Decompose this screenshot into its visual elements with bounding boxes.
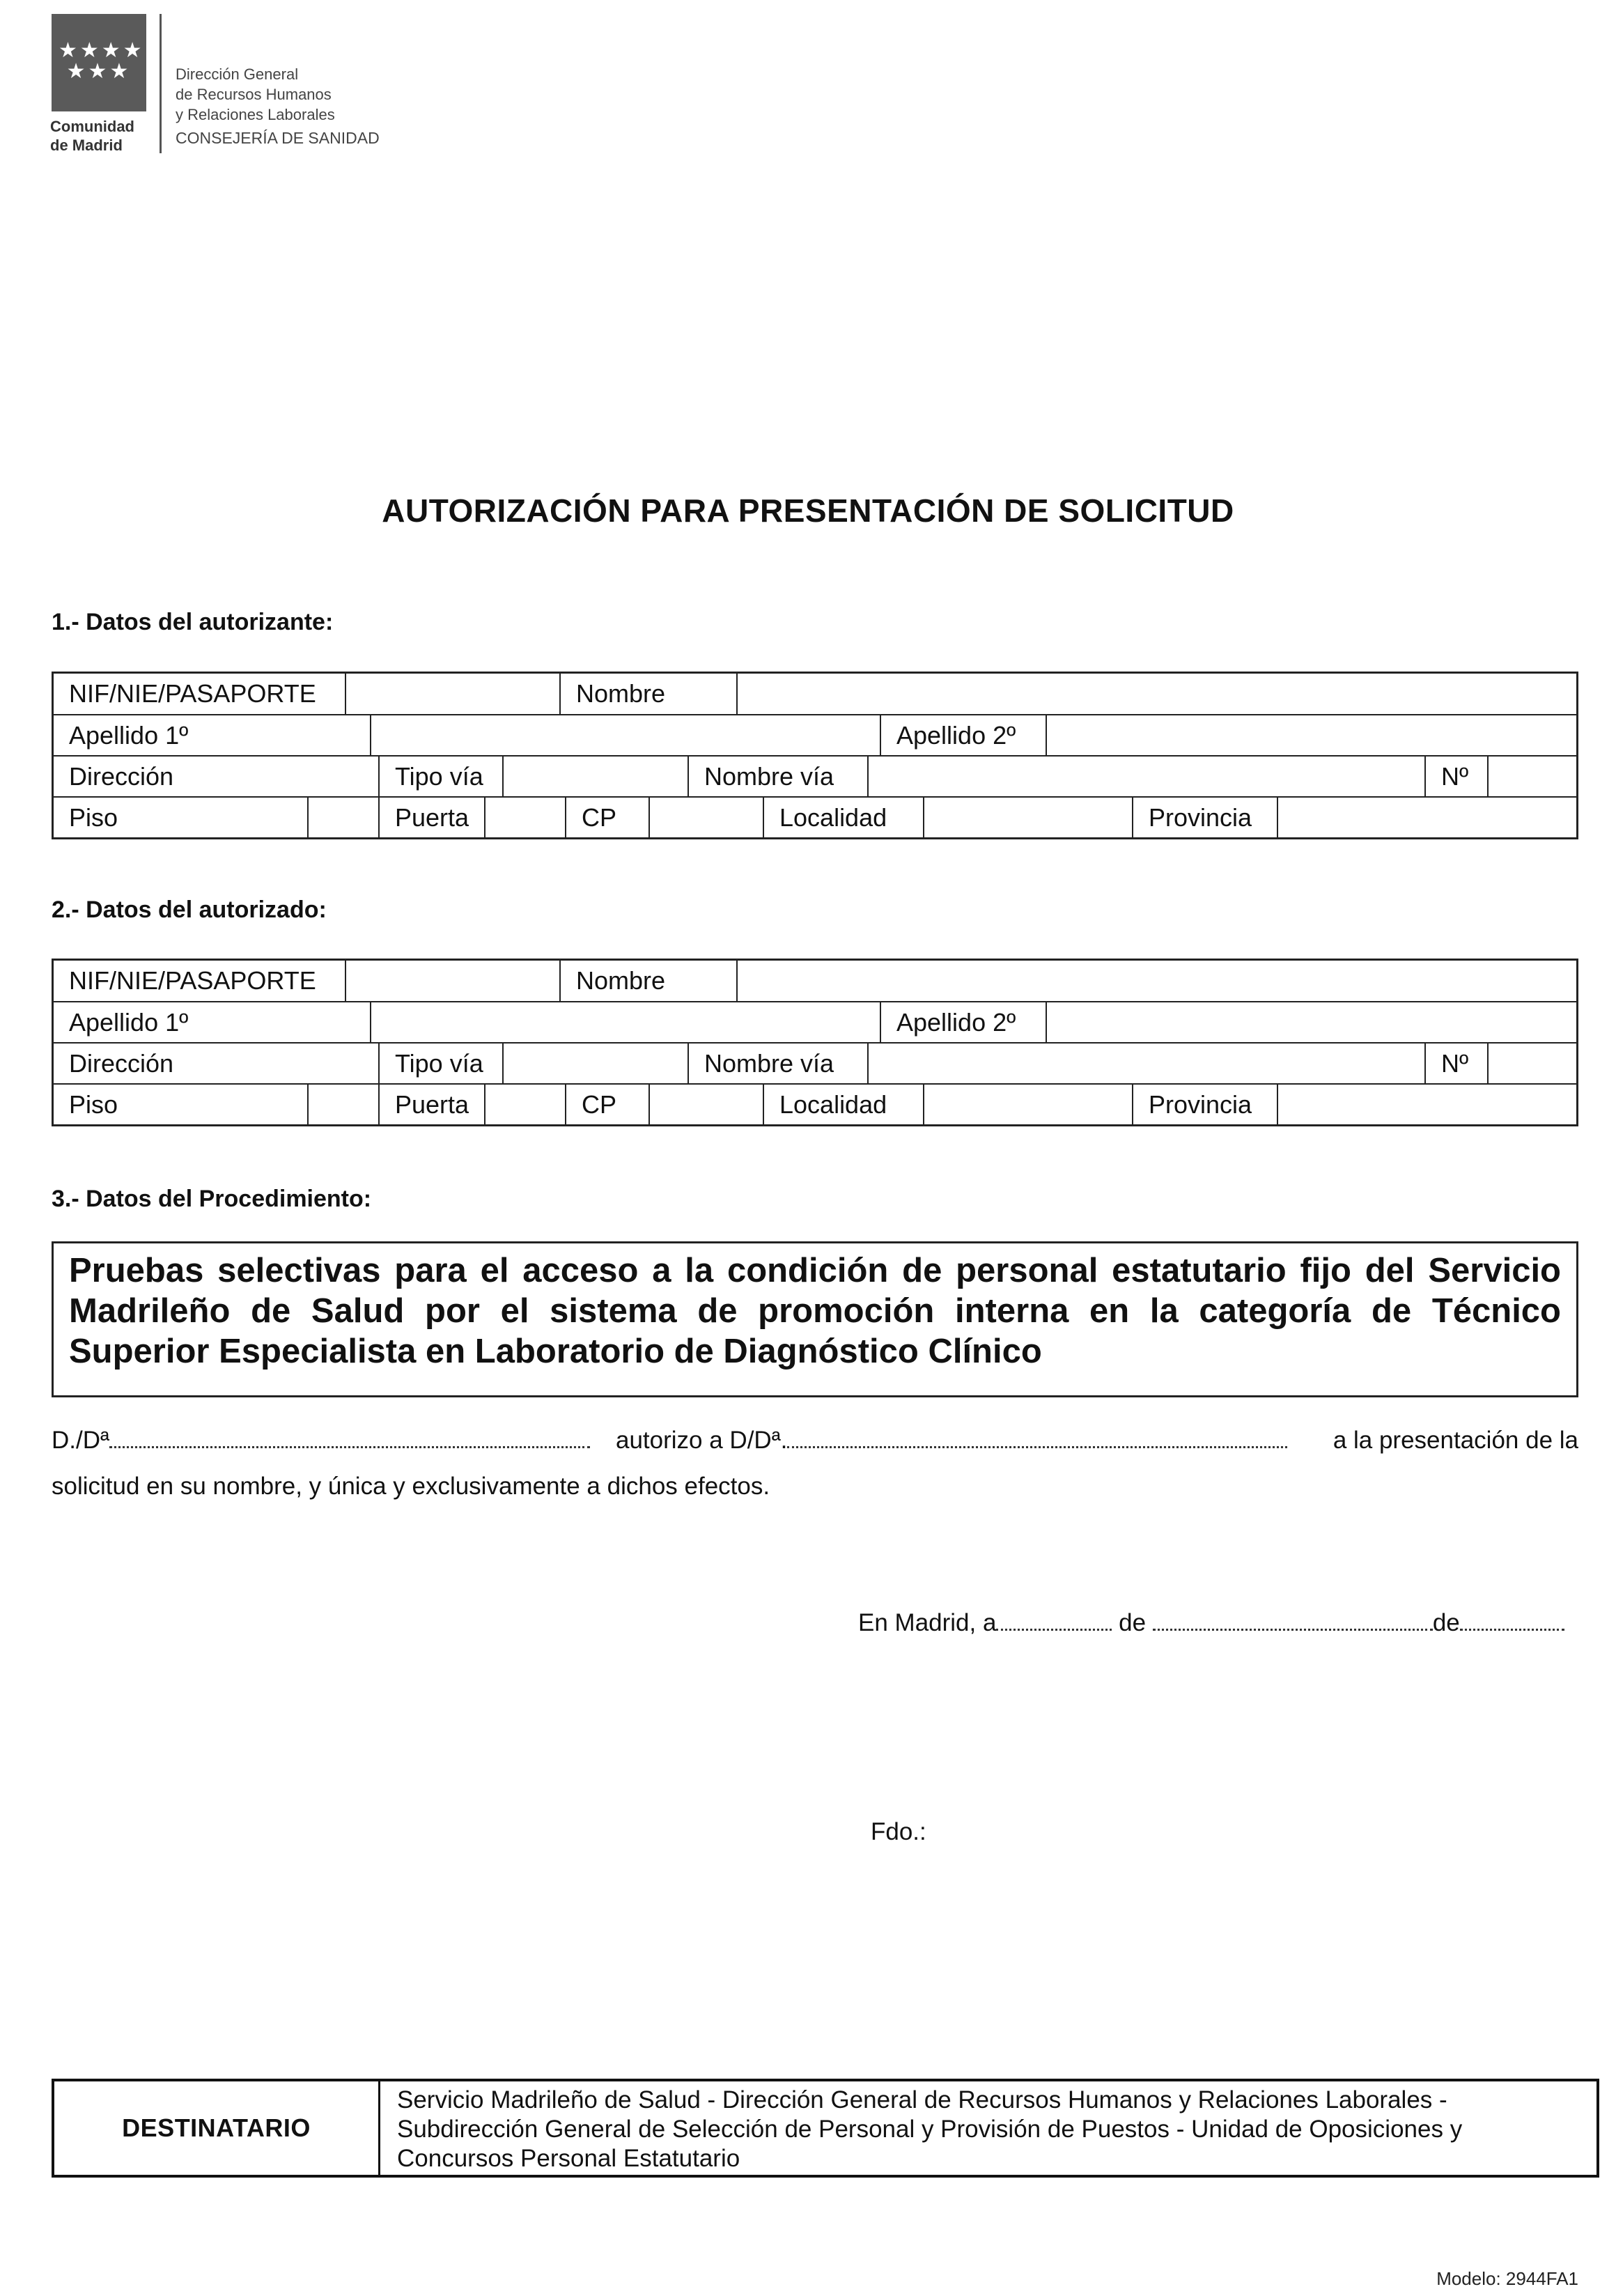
nif-label: NIF/NIE/PASAPORTE — [69, 679, 316, 708]
date-de-2: de — [1432, 1609, 1460, 1636]
numero-field[interactable] — [1487, 757, 1576, 796]
section-2-title: 2.- Datos del autorizado: — [52, 897, 327, 923]
authorization-line-2: solicitud en su nombre, y única y exclusivamente a dichos efectos. — [52, 1473, 770, 1500]
logo-line-2: de Madrid — [50, 137, 123, 154]
page-title: AUTORIZACIÓN PARA PRESENTACIÓN DE SOLICITUD — [382, 492, 1234, 529]
nombre-field[interactable] — [736, 961, 1576, 1001]
autorizo-label: autorizo a D/Dª. — [616, 1427, 788, 1454]
nif-label: NIF/NIE/PASAPORTE — [69, 966, 316, 995]
nombre-label: Nombre — [559, 961, 736, 1001]
piso-label: Piso — [69, 1090, 118, 1119]
section-1-title: 1.- Datos del autorizante: — [52, 609, 334, 635]
tipo-via-label: Tipo vía — [378, 757, 502, 796]
header-line-1: Dirección General — [176, 65, 299, 83]
header-divider — [160, 14, 162, 153]
apellido1-label: Apellido 1º — [69, 1008, 189, 1037]
date-de-1: de — [1119, 1609, 1147, 1636]
nombre-field[interactable] — [736, 674, 1576, 714]
provincia-label: Provincia — [1132, 1085, 1277, 1124]
apellido1-label: Apellido 1º — [69, 721, 189, 750]
procedure-box: Pruebas selectivas para el acceso a la condición de personal estatutario fijo del Servicio Madrileño de Salud por el sistema de promoción interna en la categoría de Técnico Superior Especialista en Laboratorio de Diagnóstico Clínico — [52, 1241, 1578, 1397]
numero-label: Nº — [1424, 1044, 1487, 1083]
piso-field[interactable] — [307, 1085, 378, 1124]
presentacion-text: a la presentación de la — [1333, 1427, 1578, 1454]
date-day-field[interactable] — [996, 1609, 1112, 1637]
puerta-field[interactable] — [484, 798, 565, 837]
destinatario-text: Servicio Madrileño de Salud - Dirección General de Recursos Humanos y Relaciones Laborales - Subdirección General de Selección de Personal y Provisión de Puestos - Unidad de Oposiciones y Concursos Personal Estatutario — [397, 2086, 1463, 2172]
tipo-via-label: Tipo vía — [378, 1044, 502, 1083]
nombre-via-field[interactable] — [867, 1044, 1424, 1083]
nombre-via-label: Nombre vía — [687, 757, 867, 796]
table-row — [54, 755, 1576, 796]
piso-label: Piso — [69, 803, 118, 832]
apellido2-field[interactable] — [1046, 1002, 1576, 1042]
apellido1-field[interactable] — [370, 715, 880, 755]
tipo-via-field[interactable] — [502, 1044, 687, 1083]
direccion-label: Dirección — [69, 762, 174, 791]
numero-field[interactable] — [1487, 1044, 1576, 1083]
destinatario-box — [52, 2079, 1599, 2178]
direccion-label: Dirección — [69, 1049, 174, 1078]
logo-stars-icon: ★★★★ ★★★ — [59, 39, 145, 83]
date-month-field[interactable] — [1153, 1609, 1433, 1637]
nombre-via-label: Nombre vía — [687, 1044, 867, 1083]
provincia-field[interactable] — [1277, 798, 1576, 837]
autorizante-table — [52, 672, 1578, 839]
destinatario-label: DESTINATARIO — [54, 2081, 380, 2175]
provincia-field[interactable] — [1277, 1085, 1576, 1124]
provincia-label: Provincia — [1132, 798, 1277, 837]
apellido2-field[interactable] — [1046, 715, 1576, 755]
signature-label: Fdo.: — [871, 1818, 926, 1845]
puerta-label: Puerta — [378, 798, 484, 837]
table-row — [54, 961, 1576, 1001]
cp-label: CP — [565, 1085, 648, 1124]
table-row — [54, 1001, 1576, 1042]
tipo-via-field[interactable] — [502, 757, 687, 796]
apellido1-field[interactable] — [370, 1002, 880, 1042]
logo-line-1: Comunidad — [50, 118, 134, 135]
d-label: D./Dª — [52, 1427, 109, 1454]
section-3-title: 3.- Datos del Procedimiento: — [52, 1186, 372, 1212]
puerta-field[interactable] — [484, 1085, 565, 1124]
autorizante-name-field[interactable] — [109, 1427, 590, 1455]
autorizado-name-line — [616, 1427, 1287, 1455]
date-year-field[interactable] — [1460, 1609, 1564, 1637]
autorizante-name-line — [52, 1427, 590, 1455]
table-row — [54, 674, 1576, 714]
cp-field[interactable] — [648, 798, 763, 837]
nif-field[interactable] — [345, 674, 559, 714]
autorizado-name-field[interactable] — [787, 1427, 1287, 1455]
logo-wordmark — [50, 117, 134, 155]
apellido2-label: Apellido 2º — [880, 715, 1046, 755]
nombre-label: Nombre — [559, 674, 736, 714]
autorizado-table — [52, 959, 1578, 1126]
header-consejeria: CONSEJERÍA DE SANIDAD — [176, 129, 380, 147]
cp-field[interactable] — [648, 1085, 763, 1124]
modelo-code: Modelo: 2944FA1 — [1436, 2268, 1578, 2289]
apellido2-label: Apellido 2º — [880, 1002, 1046, 1042]
localidad-field[interactable] — [923, 798, 1132, 837]
header-line-2: de Recursos Humanos — [176, 86, 332, 103]
localidad-label: Localidad — [763, 798, 923, 837]
numero-label: Nº — [1424, 757, 1487, 796]
header-line-3: y Relaciones Laborales — [176, 106, 335, 123]
cp-label: CP — [565, 798, 648, 837]
nif-field[interactable] — [345, 961, 559, 1001]
date-prefix: En Madrid, a — [858, 1609, 997, 1636]
table-row — [54, 1083, 1576, 1124]
puerta-label: Puerta — [378, 1085, 484, 1124]
table-row — [54, 796, 1576, 837]
piso-field[interactable] — [307, 798, 378, 837]
date-line — [858, 1609, 1564, 1637]
header-organization — [176, 64, 380, 148]
localidad-field[interactable] — [923, 1085, 1132, 1124]
table-row — [54, 1042, 1576, 1083]
localidad-label: Localidad — [763, 1085, 923, 1124]
table-row — [54, 714, 1576, 755]
nombre-via-field[interactable] — [867, 757, 1424, 796]
